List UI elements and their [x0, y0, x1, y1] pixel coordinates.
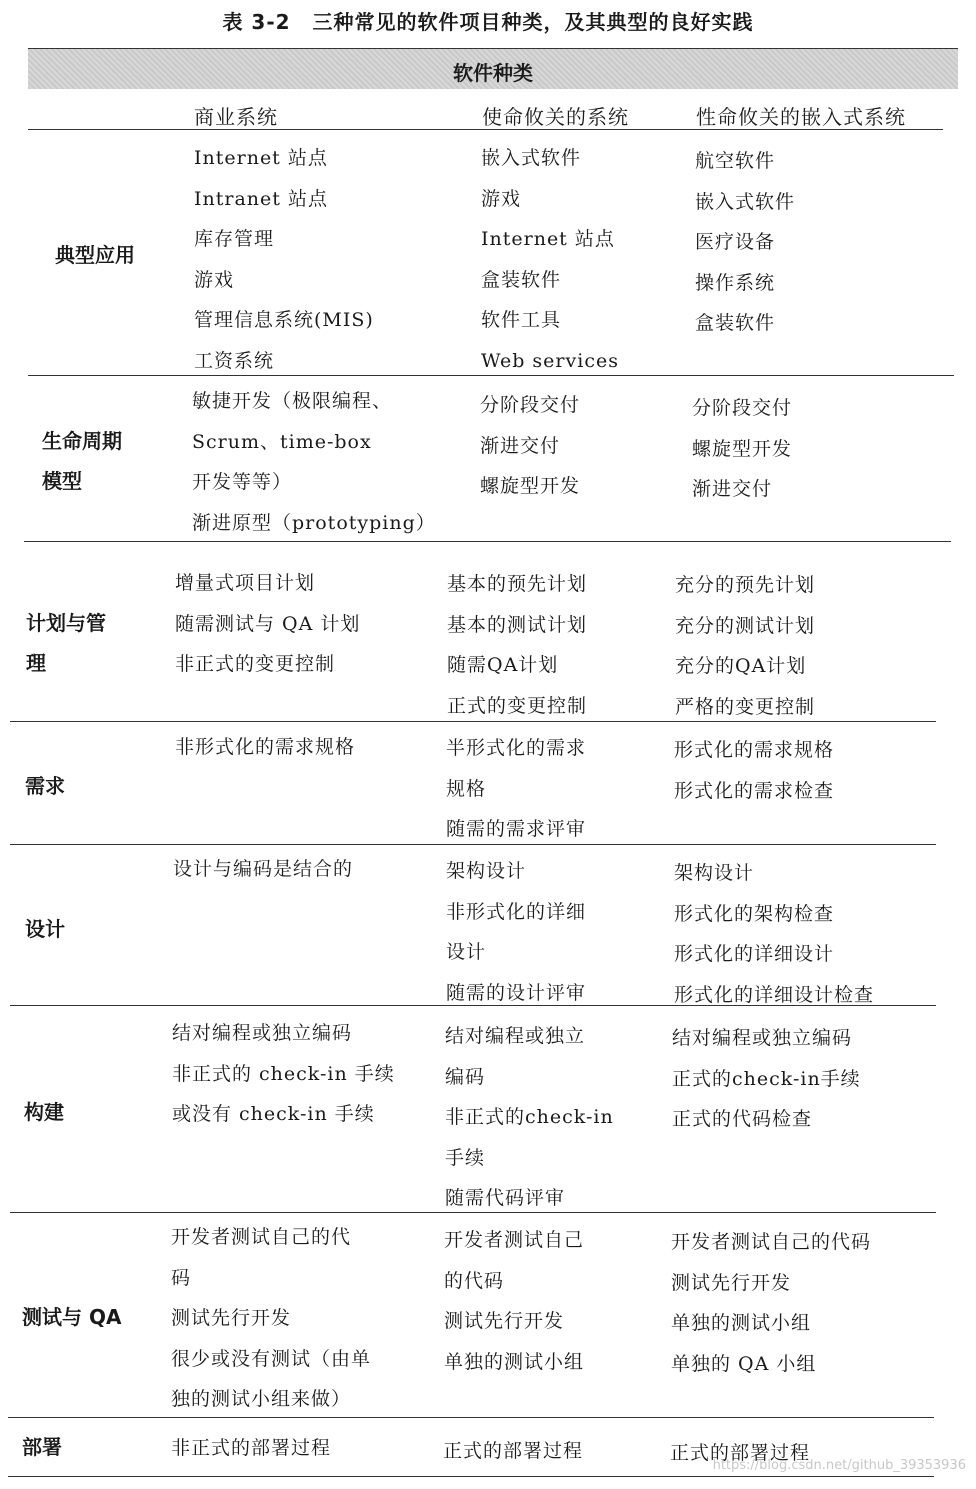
- list-item: 螺旋型开发: [480, 475, 581, 497]
- row-label-testing-qa: 测试与 QA: [22, 1305, 122, 1329]
- list-item: 测试先行开发: [444, 1310, 565, 1332]
- table-title: 三种常见的软件项目种类，及其典型的良好实践: [312, 10, 754, 34]
- list-item: 开发者测试自己: [444, 1229, 585, 1251]
- list-item: Web services: [481, 349, 619, 372]
- list-item: 随需测试与 QA 计划: [175, 612, 361, 635]
- row-label-construction: 构建: [24, 1100, 64, 1124]
- list-item: 非正式的变更控制: [175, 653, 336, 675]
- list-item: 开发者测试自己的代码: [671, 1231, 872, 1253]
- row-label-lifecycle: 生命周期 模型: [42, 429, 122, 493]
- cell-planning-life: [675, 565, 815, 727]
- banner-label: 软件种类: [453, 61, 533, 85]
- cell-deployment-mission: [443, 1431, 583, 1472]
- list-item: 架构设计: [674, 862, 755, 884]
- list-item: Internet 站点: [194, 147, 328, 169]
- cell-lifecycle-business: [192, 381, 436, 543]
- cell-requirements-mission: [446, 728, 586, 850]
- list-item: 医疗设备: [695, 231, 776, 253]
- list-item: 非形式化的详细: [446, 900, 587, 923]
- cell-construction-life: [672, 1018, 861, 1140]
- cell-lifecycle-life: [692, 388, 792, 510]
- list-item: 单独的测试小组: [444, 1350, 585, 1373]
- list-item: 独的测试小组来做）: [171, 1388, 352, 1410]
- list-item: 游戏: [194, 268, 235, 291]
- cell-deployment-business: [171, 1428, 331, 1469]
- list-item: 设计与编码是结合的: [173, 858, 354, 880]
- list-item: 游戏: [481, 187, 522, 210]
- list-item: 码: [171, 1266, 192, 1289]
- list-item: 开发者测试自己的代: [171, 1226, 352, 1248]
- list-item: 形式化的需求检查: [674, 779, 835, 802]
- list-item: 随需QA计划: [447, 654, 559, 676]
- list-item: 半形式化的需求: [446, 737, 587, 759]
- row-label-typical-apps: 典型应用: [55, 243, 135, 267]
- column-header-life-critical: 性命攸关的嵌入式系统: [696, 105, 906, 129]
- list-item: 随需的设计评审: [446, 981, 587, 1004]
- list-item: 形式化的详细设计: [674, 943, 835, 965]
- list-item: 螺旋型开发: [692, 437, 793, 460]
- list-item: 工资系统: [194, 349, 275, 372]
- row-label-planning: 计划与管 理: [26, 611, 106, 675]
- list-item: 盒装软件: [695, 312, 776, 334]
- list-item: 结对编程或独立: [445, 1025, 586, 1047]
- table-caption: [0, 6, 976, 35]
- category-banner: [28, 48, 958, 89]
- list-item: 正式的check-in手续: [672, 1067, 861, 1090]
- list-item: 随需代码评审: [445, 1187, 566, 1209]
- list-item: 编码: [445, 1065, 486, 1088]
- cell-typical-mission: [481, 138, 619, 381]
- list-item: 或没有 check-in 手续: [172, 1103, 375, 1125]
- list-item: 结对编程或独立编码: [172, 1022, 353, 1044]
- list-item: 充分的预先计划: [675, 574, 816, 596]
- list-item: 正式的部署过程: [670, 1442, 811, 1464]
- list-item: 的代码: [444, 1269, 505, 1292]
- list-item: 操作系统: [695, 271, 776, 294]
- list-item: 非正式的部署过程: [171, 1437, 332, 1459]
- cell-testing-mission: [444, 1220, 584, 1382]
- list-item: 严格的变更控制: [675, 695, 816, 718]
- cell-testing-business: [171, 1217, 371, 1420]
- list-item: 非正式的check-in: [445, 1106, 614, 1128]
- list-item: 基本的测试计划: [447, 613, 588, 636]
- list-item: 库存管理: [194, 228, 275, 250]
- cell-testing-life: [671, 1222, 871, 1384]
- list-item: 很少或没有测试（由单: [171, 1347, 372, 1370]
- list-item: 开发等等）: [192, 471, 293, 493]
- list-item: 非正式的 check-in 手续: [172, 1062, 395, 1085]
- header-rule: [28, 129, 943, 130]
- bottom-rule: [8, 1476, 934, 1477]
- list-item: 渐进交付: [692, 478, 773, 500]
- list-item: 测试先行开发: [671, 1271, 792, 1294]
- column-header-business: 商业系统: [194, 105, 278, 129]
- list-item: 充分的QA计划: [675, 655, 807, 677]
- list-item: 正式的部署过程: [443, 1440, 584, 1462]
- row-label-deployment: 部署: [22, 1435, 62, 1459]
- list-item: Intranet 站点: [194, 187, 328, 210]
- list-item: 嵌入式软件: [695, 190, 796, 213]
- list-item: Internet 站点: [481, 228, 615, 250]
- table-number: 表 3-2: [222, 10, 291, 34]
- list-item: 测试先行开发: [171, 1307, 292, 1329]
- watermark-url: https://blog.csdn.net/github_39353936: [712, 1458, 966, 1473]
- row-divider: [8, 1417, 934, 1418]
- list-item: 设计: [446, 941, 487, 963]
- list-item: 结对编程或独立编码: [672, 1027, 853, 1049]
- cell-planning-business: [175, 563, 360, 685]
- list-item: 增量式项目计划: [175, 572, 316, 594]
- list-item: 形式化的架构检查: [674, 902, 835, 925]
- cell-typical-life: [695, 141, 795, 344]
- list-item: 手续: [445, 1146, 486, 1169]
- list-item: 规格: [446, 777, 487, 800]
- list-item: 单独的测试小组: [671, 1312, 812, 1334]
- list-item: 随需的需求评审: [446, 818, 587, 840]
- list-item: 分阶段交付: [692, 397, 793, 419]
- list-item: 航空软件: [695, 150, 776, 172]
- cell-design-business: [173, 849, 353, 890]
- list-item: 软件工具: [481, 309, 562, 331]
- list-item: 非形式化的需求规格: [175, 736, 356, 758]
- list-item: 正式的代码检查: [672, 1108, 813, 1130]
- row-label-requirements: 需求: [25, 774, 65, 798]
- cell-construction-business: [172, 1013, 395, 1135]
- list-item: 嵌入式软件: [481, 147, 582, 169]
- row-divider: [24, 541, 951, 542]
- cell-requirements-business: [175, 727, 355, 768]
- list-item: 基本的预先计划: [447, 573, 588, 595]
- list-item: 形式化的需求规格: [674, 739, 835, 761]
- column-header-mission-critical: 使命攸关的系统: [482, 105, 629, 129]
- list-item: Scrum、time-box: [192, 430, 372, 453]
- cell-requirements-life: [674, 730, 834, 811]
- list-item: 充分的测试计划: [675, 614, 816, 637]
- list-item: 敏捷开发（极限编程、: [192, 390, 393, 412]
- cell-construction-mission: [445, 1016, 614, 1219]
- list-item: 分阶段交付: [480, 394, 581, 416]
- list-item: 渐进交付: [480, 434, 561, 457]
- list-item: 架构设计: [446, 860, 527, 882]
- list-item: 形式化的详细设计检查: [674, 983, 875, 1006]
- cell-planning-mission: [447, 564, 587, 726]
- cell-lifecycle-mission: [480, 385, 580, 507]
- cell-typical-business: [194, 138, 374, 381]
- list-item: 单独的 QA 小组: [671, 1352, 817, 1375]
- cell-design-mission: [446, 851, 586, 1013]
- list-item: 盒装软件: [481, 268, 562, 291]
- list-item: 正式的变更控制: [447, 694, 588, 717]
- cell-design-life: [674, 853, 874, 1015]
- row-label-design: 设计: [25, 917, 65, 941]
- list-item: 管理信息系统(MIS): [194, 309, 374, 331]
- list-item: 渐进原型（prototyping）: [192, 511, 436, 534]
